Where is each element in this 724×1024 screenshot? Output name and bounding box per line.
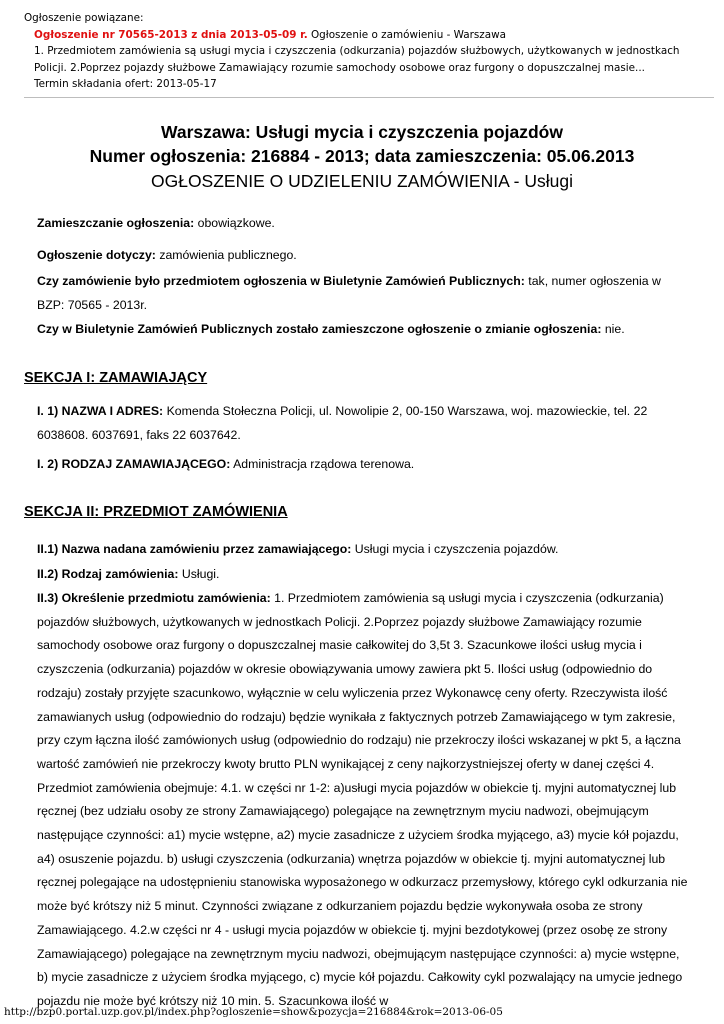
announcement-type-main: OGŁOSZENIE O UDZIELENIU ZAMÓWIENIA — [150, 171, 509, 191]
concerns-row — [37, 244, 689, 268]
related-deadline: Termin składania ofert: 2013-05-17 — [34, 78, 217, 90]
concerns-value: zamówienia publicznego. — [155, 248, 297, 262]
concerns-label: Ogłoszenie dotyczy: — [37, 248, 156, 262]
announcement-type-suffix: - Usługi — [508, 171, 573, 191]
related-summary: 1. Przedmiotem zamówienia są usługi mycia i czyszczenia (odkurzania) pojazdów służbowych, użytkowanych w jednostkach Policji. 2.Poprzez pojazdy służbowe Zamawiający rozumie samochody osobowe oraz furgony o dopuszczalnej masie... — [34, 45, 680, 74]
contracting-name-value: Komenda Stołeczna Policji, ul. Nowolipie 2, 00-150 Warszawa, woj. mazowieckie, tel. 22 6038608. 6037691, faks 22 6037642. — [37, 404, 648, 442]
order-description-label: II.3) Określenie przedmiotu zamówienia: — [37, 591, 271, 605]
related-announcement-box — [24, 27, 714, 98]
contracting-type-row — [37, 453, 689, 477]
section-2-heading: SEKCJA II: PRZEDMIOT ZAMÓWIENIA — [24, 504, 288, 520]
change-value: nie. — [601, 322, 625, 336]
order-kind-label: II.2) Rodzaj zamówienia: — [37, 567, 179, 581]
document-title-block — [0, 120, 724, 193]
contracting-name-label: I. 1) NAZWA I ADRES: — [37, 404, 164, 418]
related-link-line — [34, 27, 714, 44]
order-name-value: Usługi mycia i czyszczenia pojazdów. — [351, 542, 559, 556]
order-name-row — [37, 538, 689, 562]
announcement-type — [0, 169, 724, 193]
bzp-row — [37, 270, 689, 317]
announcement-number: Numer ogłoszenia: 216884 - 2013; data zamieszczenia: 05.06.2013 — [89, 146, 635, 166]
footer-url[interactable]: http://bzp0.portal.uzp.gov.pl/index.php?ogloszenie=show&pozycja=216884&rok=2013-06-05 — [4, 1006, 503, 1018]
section-1-heading: SEKCJA I: ZAMAWIAJĄCY — [24, 370, 208, 386]
related-announcement — [24, 10, 714, 98]
order-description-value: 1. Przedmiotem zamówienia są usługi mycia i czyszczenia (odkurzania) pojazdów służbowych, użytkowanych w jednostkach Policji. 2.Poprzez pojazdy służbowe Zamawiający rozumie samochody osobowe oraz furgony o dopuszczalnej masie całkowitej do 3,5t 3. Szacunkowe ilości usług mycia i czyszczenia (odkurzania) pojazdów w okresie obowiązywania umowy zawiera pkt 5. Ilości usług (odpowiednio do rodzaju) zostały przyjęte szacunkowo, wyłącznie w celu wyliczenia przez Wykonawcę ceny oferty. Rzeczywista ilość zamawianych usług (odpowiednio do rodzaju) będzie wynikała z faktycznych potrzeb Zamawiającego w tym zakresie, przy czym łączna ilość zamówionych usług (odpowiednio do rodzaju) nie przekroczy ilości wskazanej w pkt 5, a łączna wartość zamówień nie przekroczy kwoty brutto PLN wynikającej z ceny najkorzystniejszej oferty w danej części 4. Przedmiot zamówienia obejmuje: 4.1. w części nr 1-2: a)usługi mycia pojazdów w obiekcie tj. myjni automatycznej lub ręcznej (bez udziału osoby ze strony Zamawiającego) polegające na zewnętrznym myciu nadwozi, obejmującym następujące czynności: a1) mycie wstępne, a2) mycie zasadnicze z użyciem środka myjącego, a3) mycie kół pojazdu, a4) osuszenie pojazdu. b) usługi czyszczenia (odkurzania) wnętrza pojazdów w obiekcie tj. myjni automatycznej lub ręcznej polegające na udostępnieniu stanowiska wyposażonego w odkurzacz przemysłowy, którego cykl odkurzania nie może być krótszy niż 5 minut. Czynności związane z odkurzaniem pojazdu będzie wykonywała osoba ze strony Zamawiającego. 4.2.w części nr 4 - usługi mycia pojazdów w obiekcie tj. myjni bezdotykowej (przez osobę ze strony Zamawiającego) polegające na zewnętrznym myciu nadwozi, obejmującym następujące czynności: a) mycie wstępne, b) mycie zasadnicze z użyciem środka myjącego, c) mycie kół pojazdu. Całkowity cykl pozwalający na umycie jednego pojazdu nie może być krótszy niż 10 min. 5. Szacunkowa ilość w — [37, 591, 688, 1008]
related-header: Ogłoszenie powiązane: — [24, 12, 144, 24]
related-announcement-link[interactable]: Ogłoszenie nr 70565-2013 z dnia 2013-05-09 r. — [34, 28, 308, 41]
order-description-row — [37, 587, 689, 1014]
placement-row — [37, 212, 689, 236]
placement-label: Zamieszczanie ogłoszenia: — [37, 216, 195, 230]
bzp-label: Czy zamówienie było przedmiotem ogłoszenia w Biuletynie Zamówień Publicznych: — [37, 274, 525, 288]
order-kind-value: Usługi. — [178, 567, 220, 581]
related-link-suffix: Ogłoszenie o zamówieniu - Warszawa — [307, 28, 506, 41]
contracting-name-row — [37, 400, 689, 447]
order-kind-row — [37, 563, 689, 587]
document-title: Warszawa: Usługi mycia i czyszczenia pojazdów — [161, 122, 563, 142]
order-name-label: II.1) Nazwa nadana zamówieniu przez zamawiającego: — [37, 542, 352, 556]
contracting-type-label: I. 2) RODZAJ ZAMAWIAJĄCEGO: — [37, 457, 231, 471]
change-row — [37, 318, 689, 342]
contracting-type-value: Administracja rządowa terenowa. — [230, 457, 415, 471]
placement-value: obowiązkowe. — [194, 216, 275, 230]
bzp-value: tak, numer ogłoszenia w BZP: 70565 - 2013r. — [37, 274, 661, 312]
change-label: Czy w Biuletynie Zamówień Publicznych zostało zamieszczone ogłoszenie o zmianie ogłoszenia: — [37, 322, 602, 336]
